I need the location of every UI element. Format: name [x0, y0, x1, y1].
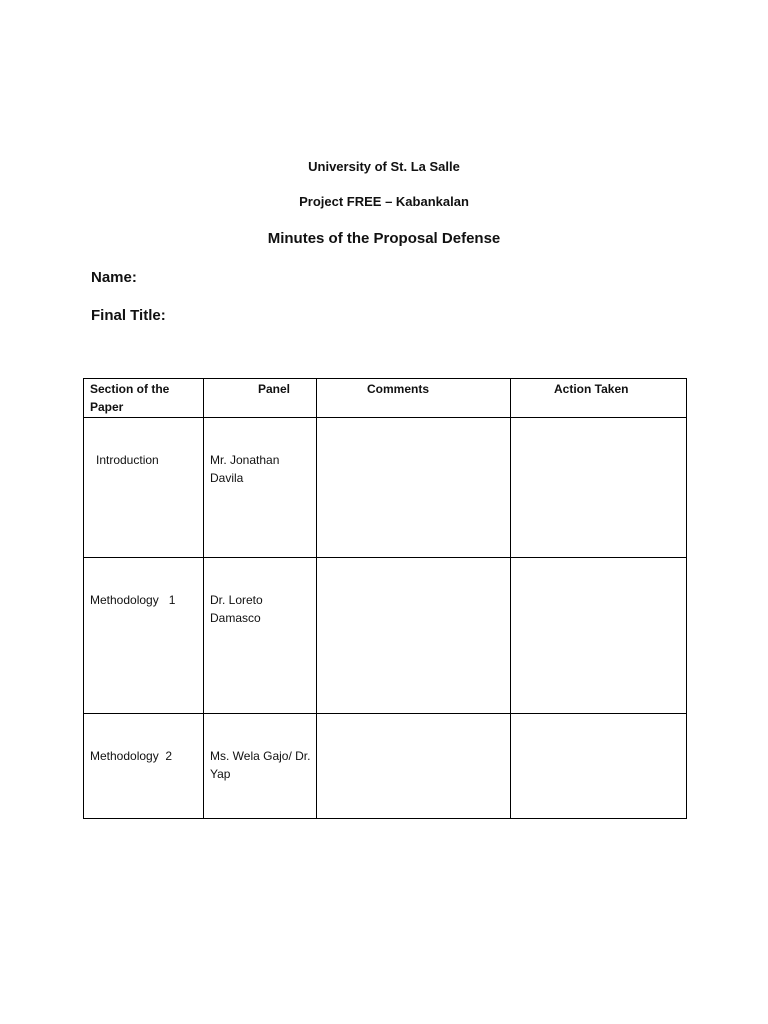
column-header-section [84, 379, 204, 418]
column-header-panel [204, 379, 317, 418]
project-name: Project FREE – Kabankalan [299, 194, 469, 209]
document-title: Minutes of the Proposal Defense [267, 230, 501, 247]
comments-cell [317, 418, 511, 558]
minutes-table [83, 378, 687, 819]
comments-cell [317, 558, 511, 714]
comments-text [317, 558, 510, 591]
column-header-comments-text: Comments [367, 382, 430, 396]
action-taken-cell [511, 418, 687, 558]
action-taken-cell [511, 558, 687, 714]
section-text: Methodology 2 [90, 749, 173, 763]
column-header-comments [317, 379, 511, 418]
comments-text [317, 714, 510, 747]
column-header-panel-text: Panel [258, 382, 291, 396]
panel-cell [204, 418, 317, 558]
table-row [84, 558, 687, 714]
section-text: Introduction [96, 453, 159, 467]
action-taken-text [511, 558, 686, 591]
final-title-field-label: Final Title: [91, 307, 166, 324]
panel-cell [204, 714, 317, 819]
table-header-row [84, 379, 687, 418]
panel-text: Mr. Jonathan Davila [210, 453, 280, 485]
comments-text [317, 418, 510, 451]
column-header-section-text: Section of the Paper [90, 382, 170, 414]
panel-text: Dr. Loreto Damasco [210, 593, 263, 625]
section-cell [84, 558, 204, 714]
panel-cell [204, 558, 317, 714]
action-taken-text [511, 714, 686, 747]
column-header-action-taken [511, 379, 687, 418]
action-taken-text [511, 418, 686, 451]
column-header-action-taken-text: Action Taken [554, 382, 629, 396]
panel-text: Ms. Wela Gajo/ Dr. Yap [210, 749, 311, 781]
table-row [84, 714, 687, 819]
table-row [84, 418, 687, 558]
university-name: University of St. La Salle [308, 159, 460, 174]
section-cell [84, 418, 204, 558]
section-cell [84, 714, 204, 819]
name-field-label: Name: [91, 269, 137, 286]
action-taken-cell [511, 714, 687, 819]
section-text: Methodology 1 [90, 593, 176, 607]
comments-cell [317, 714, 511, 819]
